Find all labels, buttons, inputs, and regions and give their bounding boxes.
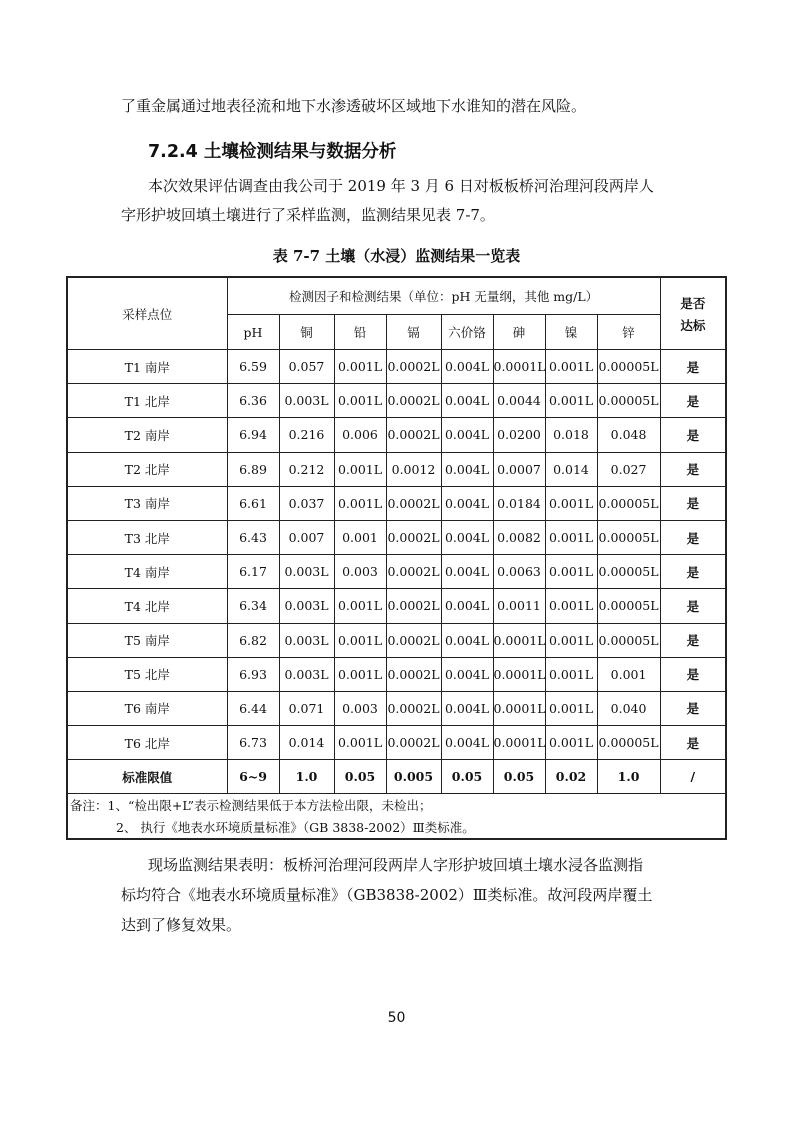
value-cell: 0.00005L [597,589,660,623]
value-cell: 0.05 [441,760,493,794]
value-cell: 0.014 [545,452,597,486]
value-cell: 6.44 [227,691,279,725]
value-cell: 0.0002L [386,726,441,760]
table-note: 备注：1、“检出限+L”表示检测结果低于本方法检出限，未检出； [67,794,726,817]
value-cell: 0.02 [545,760,597,794]
value-cell: 0.003L [279,657,334,691]
value-cell: 0.006 [334,418,386,452]
intro-paragraph-tail: 了重金属通过地表径流和地下水渗透破坏区域地下水谁知的潜在风险。 [121,97,587,115]
value-cell: 0.004L [441,589,493,623]
value-cell: 0.001L [334,726,386,760]
compliance-cell: 是 [660,726,726,760]
value-cell: 0.001L [545,520,597,554]
value-cell: 0.007 [279,520,334,554]
value-cell: 0.004L [441,623,493,657]
value-cell: 1.0 [597,760,660,794]
value-cell: 0.048 [597,418,660,452]
table-row [67,589,726,623]
value-cell: 0.001L [334,623,386,657]
table-row [67,691,726,725]
value-cell: 0.0002L [386,350,441,384]
value-cell: 0.001L [334,589,386,623]
compliance-cell: 是 [660,691,726,725]
table-caption: 表 7-7 土壤（水浸）监测结果一览表 [272,247,521,265]
value-cell: 0.001L [334,486,386,520]
column-header: 铅 [334,315,386,350]
value-cell: 0.003 [334,691,386,725]
value-cell: 0.027 [597,452,660,486]
value-cell: 0.00005L [597,350,660,384]
value-cell: 0.0001L [493,726,545,760]
value-cell: 6~9 [227,760,279,794]
compliance-cell: 是 [660,350,726,384]
value-cell: 0.004L [441,384,493,418]
value-cell: 0.003L [279,555,334,589]
site-cell: T5 南岸 [67,623,227,657]
value-cell: 0.0044 [493,384,545,418]
compliance-cell: 是 [660,589,726,623]
value-cell: 0.004L [441,657,493,691]
compliance-header [660,277,726,350]
value-cell: 0.05 [334,760,386,794]
value-cell: 6.36 [227,384,279,418]
value-cell: 0.001L [545,623,597,657]
site-cell: T4 南岸 [67,555,227,589]
value-cell: 0.001L [545,589,597,623]
table-row [67,555,726,589]
value-cell: 0.003L [279,623,334,657]
limit-row [67,760,726,794]
value-cell: 0.001L [334,384,386,418]
value-cell: 0.00005L [597,555,660,589]
value-cell: 0.004L [441,726,493,760]
value-cell: 0.0002L [386,589,441,623]
value-cell: 0.014 [279,726,334,760]
value-cell: 6.89 [227,452,279,486]
value-cell: 0.001 [334,520,386,554]
value-cell: 0.001L [545,726,597,760]
value-cell: 0.037 [279,486,334,520]
value-cell: 6.82 [227,623,279,657]
site-cell: T1 南岸 [67,350,227,384]
value-cell: 0.0002L [386,623,441,657]
compliance-cell: / [660,760,726,794]
body-paragraph-line: 字形护坡回填土壤进行了采样监测，监测结果见表 7-7。 [121,206,495,224]
value-cell: 0.004L [441,520,493,554]
value-cell: 0.0063 [493,555,545,589]
value-cell: 0.00005L [597,520,660,554]
compliance-header-line: 达标 [680,317,706,333]
value-cell: 0.0001L [493,623,545,657]
value-cell: 6.73 [227,726,279,760]
value-cell: 0.05 [493,760,545,794]
conclusion-paragraph-line: 达到了修复效果。 [121,916,242,934]
compliance-cell: 是 [660,486,726,520]
compliance-cell: 是 [660,657,726,691]
compliance-cell: 是 [660,452,726,486]
value-cell: 0.0002L [386,691,441,725]
value-cell: 0.001L [334,452,386,486]
value-cell: 0.00005L [597,623,660,657]
value-cell: 0.216 [279,418,334,452]
value-cell: 0.001L [545,384,597,418]
column-header: pH [227,315,279,350]
table-row [67,384,726,418]
value-cell: 6.43 [227,520,279,554]
table-row [67,623,726,657]
table-row [67,418,726,452]
value-cell: 6.94 [227,418,279,452]
value-cell: 6.34 [227,589,279,623]
value-cell: 0.0002L [386,520,441,554]
value-cell: 0.001L [334,350,386,384]
table-note: 2、 执行《地表水环境质量标准》（GB 3838-2002）Ⅲ类标准。 [67,816,726,839]
value-cell: 0.0001L [493,657,545,691]
value-cell: 0.040 [597,691,660,725]
value-cell: 0.0002L [386,418,441,452]
value-cell: 0.004L [441,555,493,589]
value-cell: 0.00005L [597,486,660,520]
value-cell: 0.0001L [493,691,545,725]
value-cell: 6.59 [227,350,279,384]
value-cell: 0.018 [545,418,597,452]
conclusion-paragraph-line: 现场监测结果表明：板桥河治理河段两岸人字形护坡回填土壤水浸各监测指 [148,856,644,874]
section-heading: 7.2.4 土壤检测结果与数据分析 [148,142,397,162]
value-cell: 0.004L [441,691,493,725]
site-cell: T4 北岸 [67,589,227,623]
site-cell: T6 南岸 [67,691,227,725]
compliance-cell: 是 [660,555,726,589]
value-cell: 6.93 [227,657,279,691]
body-paragraph-line: 本次效果评估调查由我公司于 2019 年 3 月 6 日对板板桥河治理河段两岸人 [148,177,654,195]
table-row [67,520,726,554]
value-cell: 0.004L [441,350,493,384]
table-row [67,486,726,520]
table-row [67,657,726,691]
value-cell: 0.0011 [493,589,545,623]
value-cell: 0.003L [279,384,334,418]
value-cell: 6.17 [227,555,279,589]
value-cell: 0.001L [334,657,386,691]
site-cell: 标准限值 [67,760,227,794]
value-cell: 0.0007 [493,452,545,486]
compliance-cell: 是 [660,418,726,452]
site-cell: T3 北岸 [67,520,227,554]
value-cell: 0.00005L [597,726,660,760]
value-cell: 0.0012 [386,452,441,486]
column-header: 镉 [386,315,441,350]
column-header: 铜 [279,315,334,350]
table-row [67,350,726,384]
value-cell: 0.004L [441,486,493,520]
table-row [67,452,726,486]
column-header: 锌 [597,315,660,350]
compliance-cell: 是 [660,623,726,657]
site-cell: T1 北岸 [67,384,227,418]
value-cell: 0.001L [545,350,597,384]
value-cell: 0.004L [441,452,493,486]
value-cell: 1.0 [279,760,334,794]
value-cell: 0.0002L [386,657,441,691]
site-cell: T3 南岸 [67,486,227,520]
column-header: 镍 [545,315,597,350]
value-cell: 0.001 [597,657,660,691]
value-cell: 0.001L [545,486,597,520]
table-row [67,726,726,760]
value-cell: 6.61 [227,486,279,520]
value-cell: 0.001L [545,555,597,589]
site-cell: T5 北岸 [67,657,227,691]
column-header: 砷 [493,315,545,350]
value-cell: 0.071 [279,691,334,725]
value-cell: 0.00005L [597,384,660,418]
compliance-cell: 是 [660,520,726,554]
value-cell: 0.0002L [386,486,441,520]
value-cell: 0.057 [279,350,334,384]
page-number: 50 [387,1010,406,1026]
value-cell: 0.001L [545,691,597,725]
site-cell: T2 南岸 [67,418,227,452]
value-cell: 0.001L [545,657,597,691]
value-cell: 0.0184 [493,486,545,520]
compliance-cell: 是 [660,384,726,418]
value-cell: 0.0002L [386,555,441,589]
site-cell: T2 北岸 [67,452,227,486]
site-cell: T6 北岸 [67,726,227,760]
value-cell: 0.004L [441,418,493,452]
value-cell: 0.0082 [493,520,545,554]
value-cell: 0.003 [334,555,386,589]
value-cell: 0.005 [386,760,441,794]
compliance-header-line: 是否 [680,295,706,311]
value-cell: 0.0002L [386,384,441,418]
value-cell: 0.0001L [493,350,545,384]
value-cell: 0.0200 [493,418,545,452]
site-header: 采样点位 [67,277,227,350]
column-header: 六价铬 [441,315,493,350]
value-cell: 0.212 [279,452,334,486]
conclusion-paragraph-line: 标均符合《地表水环境质量标准》（GB3838-2002）Ⅲ类标准。故河段两岸覆土 [121,886,653,904]
value-cell: 0.003L [279,589,334,623]
group-header: 检测因子和检测结果（单位：pH 无量纲，其他 mg/L） [227,277,660,315]
monitoring-results-table [66,276,725,840]
